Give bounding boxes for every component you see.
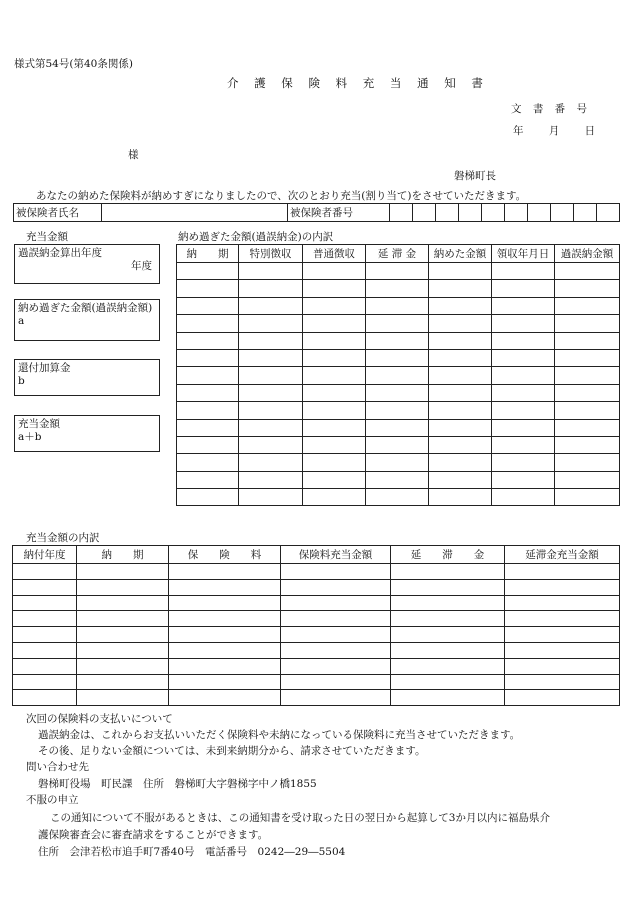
applied-row [13, 611, 620, 627]
breakdown-cell [239, 315, 303, 332]
breakdown-cell [177, 471, 239, 488]
insured-number-cell [459, 204, 482, 222]
applied-cell [391, 690, 505, 706]
breakdown-cell [177, 419, 239, 436]
applied-cell [281, 564, 391, 580]
breakdown-cell [239, 436, 303, 453]
insured-number-cell [597, 204, 620, 222]
breakdown-cell [555, 263, 620, 280]
breakdown-cell [429, 297, 492, 314]
applied-cell [505, 627, 620, 643]
breakdown-cell [239, 332, 303, 349]
calc-year-label: 過誤納金算出年度 [18, 247, 102, 259]
breakdown-cell [366, 367, 429, 384]
breakdown-cell [303, 263, 366, 280]
breakdown-cell [177, 384, 239, 401]
applied-cell [13, 611, 77, 627]
applied-cell [13, 595, 77, 611]
breakdown-cell [303, 454, 366, 471]
applied-cell [169, 595, 281, 611]
applied-row [13, 579, 620, 595]
breakdown-cell [239, 367, 303, 384]
calc-year-box [14, 244, 160, 284]
applied-row [13, 642, 620, 658]
applied-cell [505, 595, 620, 611]
breakdown-cell [492, 419, 555, 436]
breakdown-cell [303, 384, 366, 401]
breakdown-cell [555, 332, 620, 349]
breakdown-cell [492, 315, 555, 332]
applied-label: 充当金額 [18, 418, 60, 430]
breakdown-cell [555, 315, 620, 332]
applied-cell [13, 564, 77, 580]
breakdown-cell [492, 402, 555, 419]
applied-cell [505, 642, 620, 658]
breakdown-cell [303, 367, 366, 384]
overpaid-sub: a [18, 315, 25, 327]
breakdown-cell [555, 454, 620, 471]
applied-box [14, 415, 160, 452]
breakdown-cell [239, 384, 303, 401]
breakdown-cell [492, 332, 555, 349]
breakdown-cell [303, 402, 366, 419]
breakdown-cell [303, 315, 366, 332]
breakdown-cell [492, 297, 555, 314]
breakdown-row [177, 280, 620, 297]
breakdown-row [177, 384, 620, 401]
col-paid: 納めた金額 [429, 245, 492, 263]
applied-cell [169, 674, 281, 690]
breakdown-table [176, 244, 620, 506]
applied-cell [391, 611, 505, 627]
breakdown-cell [555, 436, 620, 453]
appeal-line2: 護保険審査会に審査請求をすることができます。 [38, 829, 269, 841]
applied-cell [13, 674, 77, 690]
applied-cell [169, 642, 281, 658]
applied-cell [391, 674, 505, 690]
breakdown-cell [366, 489, 429, 506]
breakdown-cell [429, 315, 492, 332]
breakdown-row [177, 419, 620, 436]
insured-name-label: 被保険者氏名 [14, 204, 102, 222]
applied-cell [77, 690, 169, 706]
breakdown-cell [177, 315, 239, 332]
date-label: 年 月 日 [513, 125, 596, 137]
applied-breakdown-heading: 充当金額の内訳 [26, 532, 100, 544]
breakdown-cell [177, 297, 239, 314]
document-title: 介 護 保 険 料 充 当 通 知 書 [227, 76, 489, 90]
insured-row [13, 203, 620, 222]
breakdown-cell [555, 384, 620, 401]
next-payment-heading: 次回の保険料の支払いについて [26, 713, 173, 725]
breakdown-cell [429, 280, 492, 297]
insured-number-cell [528, 204, 551, 222]
insured-number-cell [505, 204, 528, 222]
insured-number-cell [551, 204, 574, 222]
breakdown-cell [492, 263, 555, 280]
contact-heading: 問い合わせ先 [26, 761, 89, 773]
breakdown-cell [239, 419, 303, 436]
breakdown-row [177, 315, 620, 332]
applied-cell [77, 642, 169, 658]
breakdown-cell [366, 315, 429, 332]
breakdown-cell [429, 263, 492, 280]
overpaid-label: 納め過ぎた金額(過誤納金額) [18, 302, 153, 314]
breakdown-cell [492, 436, 555, 453]
breakdown-cell [366, 297, 429, 314]
applied-cell [13, 690, 77, 706]
breakdown-header-row [177, 245, 620, 263]
col-receipt-date: 領収年月日 [492, 245, 555, 263]
breakdown-cell [303, 332, 366, 349]
breakdown-cell [366, 280, 429, 297]
breakdown-cell [429, 349, 492, 366]
applied-row [13, 690, 620, 706]
breakdown-cell [177, 280, 239, 297]
applied-cell [281, 642, 391, 658]
breakdown-cell [303, 349, 366, 366]
breakdown-cell [177, 332, 239, 349]
applied-breakdown-table [12, 545, 620, 706]
breakdown-cell [177, 263, 239, 280]
breakdown-row [177, 332, 620, 349]
contact-line: 磐梯町役場 町民課 住所 磐梯町大字磐梯字中ノ橋1855 [38, 778, 317, 790]
applied-cell [13, 658, 77, 674]
applied-cell [505, 658, 620, 674]
applied-cell [391, 627, 505, 643]
applied-cell [391, 595, 505, 611]
breakdown-cell [555, 489, 620, 506]
insured-name-field [102, 204, 288, 222]
col-late-fee-applied: 延滞金充当金額 [505, 546, 620, 564]
next-payment-line2: その後、足りない金額については、未到来納期分から、請求させていただきます。 [38, 745, 426, 757]
col-premium-applied: 保険料充当金額 [281, 546, 391, 564]
breakdown-cell [555, 349, 620, 366]
insured-number-cell [436, 204, 459, 222]
breakdown-cell [177, 402, 239, 419]
issuer-name: 磐梯町長 [454, 170, 496, 182]
breakdown-cell [492, 454, 555, 471]
insured-number-cell [482, 204, 505, 222]
col-year: 納付年度 [13, 546, 77, 564]
applied-cell [77, 564, 169, 580]
insured-number-cell [390, 204, 413, 222]
breakdown-cell [492, 280, 555, 297]
breakdown-cell [239, 263, 303, 280]
breakdown-cell [239, 402, 303, 419]
applied-cell [169, 690, 281, 706]
insured-number-label: 被保険者番号 [288, 204, 390, 222]
honorific: 様 [128, 149, 139, 161]
form-number: 様式第54号(第40条関係) [14, 58, 133, 70]
breakdown-cell [555, 367, 620, 384]
overpaid-box [14, 299, 160, 341]
breakdown-cell [555, 402, 620, 419]
breakdown-cell [366, 471, 429, 488]
breakdown-cell [239, 297, 303, 314]
breakdown-heading: 納め過ぎた金額(過誤納金)の内訳 [178, 231, 334, 243]
col-late-fee: 延 滞 金 [366, 245, 429, 263]
applied-cell [505, 690, 620, 706]
breakdown-row [177, 263, 620, 280]
breakdown-cell [177, 454, 239, 471]
breakdown-row [177, 471, 620, 488]
breakdown-cell [555, 419, 620, 436]
applied-row [13, 564, 620, 580]
breakdown-cell [239, 454, 303, 471]
applied-cell [281, 579, 391, 595]
breakdown-cell [492, 489, 555, 506]
breakdown-row [177, 454, 620, 471]
applied-amount-heading: 充当金額 [26, 231, 68, 243]
applied-cell [281, 595, 391, 611]
col-late-fee: 延 滞 金 [391, 546, 505, 564]
applied-sub: a＋b [18, 431, 42, 443]
applied-cell [391, 658, 505, 674]
col-due: 納 期 [177, 245, 239, 263]
breakdown-row [177, 349, 620, 366]
breakdown-cell [429, 384, 492, 401]
breakdown-cell [492, 384, 555, 401]
applied-cell [77, 595, 169, 611]
breakdown-cell [177, 349, 239, 366]
col-due: 納 期 [77, 546, 169, 564]
col-premium: 保 険 料 [169, 546, 281, 564]
breakdown-cell [239, 349, 303, 366]
col-overpaid: 過誤納金額 [555, 245, 620, 263]
applied-cell [391, 579, 505, 595]
breakdown-cell [366, 436, 429, 453]
applied-cell [77, 658, 169, 674]
breakdown-cell [303, 489, 366, 506]
breakdown-cell [303, 280, 366, 297]
breakdown-cell [366, 419, 429, 436]
insured-number-cell [574, 204, 597, 222]
applied-cell [169, 564, 281, 580]
applied-cell [505, 579, 620, 595]
applied-cell [391, 642, 505, 658]
applied-cell [281, 611, 391, 627]
breakdown-cell [239, 489, 303, 506]
applied-cell [391, 564, 505, 580]
refund-sub: b [18, 375, 25, 387]
breakdown-cell [429, 419, 492, 436]
breakdown-row [177, 367, 620, 384]
breakdown-cell [492, 349, 555, 366]
breakdown-cell [429, 402, 492, 419]
applied-cell [505, 564, 620, 580]
breakdown-cell [429, 454, 492, 471]
breakdown-cell [429, 367, 492, 384]
applied-cell [505, 674, 620, 690]
insured-number-cell [413, 204, 436, 222]
breakdown-cell [366, 263, 429, 280]
applied-cell [281, 690, 391, 706]
breakdown-cell [555, 471, 620, 488]
breakdown-cell [303, 419, 366, 436]
breakdown-cell [429, 436, 492, 453]
breakdown-row [177, 297, 620, 314]
appeal-heading: 不服の申立 [26, 794, 79, 806]
applied-header-row [13, 546, 620, 564]
applied-cell [77, 611, 169, 627]
breakdown-cell [492, 367, 555, 384]
breakdown-cell [177, 489, 239, 506]
appeal-line1: この通知について不服があるときは、この通知書を受け取った日の翌日から起算して3か月以内に福島県介 [50, 812, 550, 824]
applied-cell [169, 611, 281, 627]
breakdown-cell [366, 332, 429, 349]
breakdown-cell [366, 402, 429, 419]
refund-label: 還付加算金 [18, 362, 71, 374]
intro-text: あなたの納めた保険料が納めすぎになりましたので、次のとおり充当(割り当て)をさせていただきます。 [36, 190, 527, 202]
refund-box [14, 359, 160, 396]
applied-cell [169, 627, 281, 643]
breakdown-cell [239, 280, 303, 297]
applied-cell [77, 579, 169, 595]
applied-cell [169, 579, 281, 595]
breakdown-row [177, 402, 620, 419]
col-special: 特別徴収 [239, 245, 303, 263]
document-number-label: 文 書 番 号 [511, 103, 592, 115]
applied-cell [281, 627, 391, 643]
breakdown-cell [303, 297, 366, 314]
applied-cell [77, 627, 169, 643]
breakdown-cell [492, 471, 555, 488]
breakdown-cell [555, 280, 620, 297]
breakdown-cell [366, 384, 429, 401]
breakdown-cell [303, 471, 366, 488]
applied-cell [77, 674, 169, 690]
breakdown-cell [429, 471, 492, 488]
breakdown-row [177, 436, 620, 453]
breakdown-cell [429, 489, 492, 506]
breakdown-cell [366, 349, 429, 366]
applied-cell [13, 627, 77, 643]
calc-year-unit: 年度 [131, 260, 152, 272]
applied-cell [13, 642, 77, 658]
applied-cell [169, 658, 281, 674]
breakdown-cell [239, 471, 303, 488]
applied-row [13, 674, 620, 690]
applied-cell [281, 658, 391, 674]
breakdown-cell [177, 436, 239, 453]
applied-cell [13, 579, 77, 595]
breakdown-cell [177, 367, 239, 384]
applied-row [13, 658, 620, 674]
breakdown-cell [429, 332, 492, 349]
breakdown-row [177, 489, 620, 506]
applied-row [13, 595, 620, 611]
applied-cell [281, 674, 391, 690]
col-normal: 普通徴収 [303, 245, 366, 263]
applied-row [13, 627, 620, 643]
breakdown-cell [303, 436, 366, 453]
breakdown-cell [555, 297, 620, 314]
next-payment-line1: 過誤納金は、これからお支払いいただく保険料や未納になっている保険料に充当させていただきます。 [38, 729, 521, 741]
appeal-address: 住所 会津若松市追手町7番40号 電話番号 0242―29―5504 [38, 846, 346, 858]
breakdown-cell [366, 454, 429, 471]
applied-cell [505, 611, 620, 627]
